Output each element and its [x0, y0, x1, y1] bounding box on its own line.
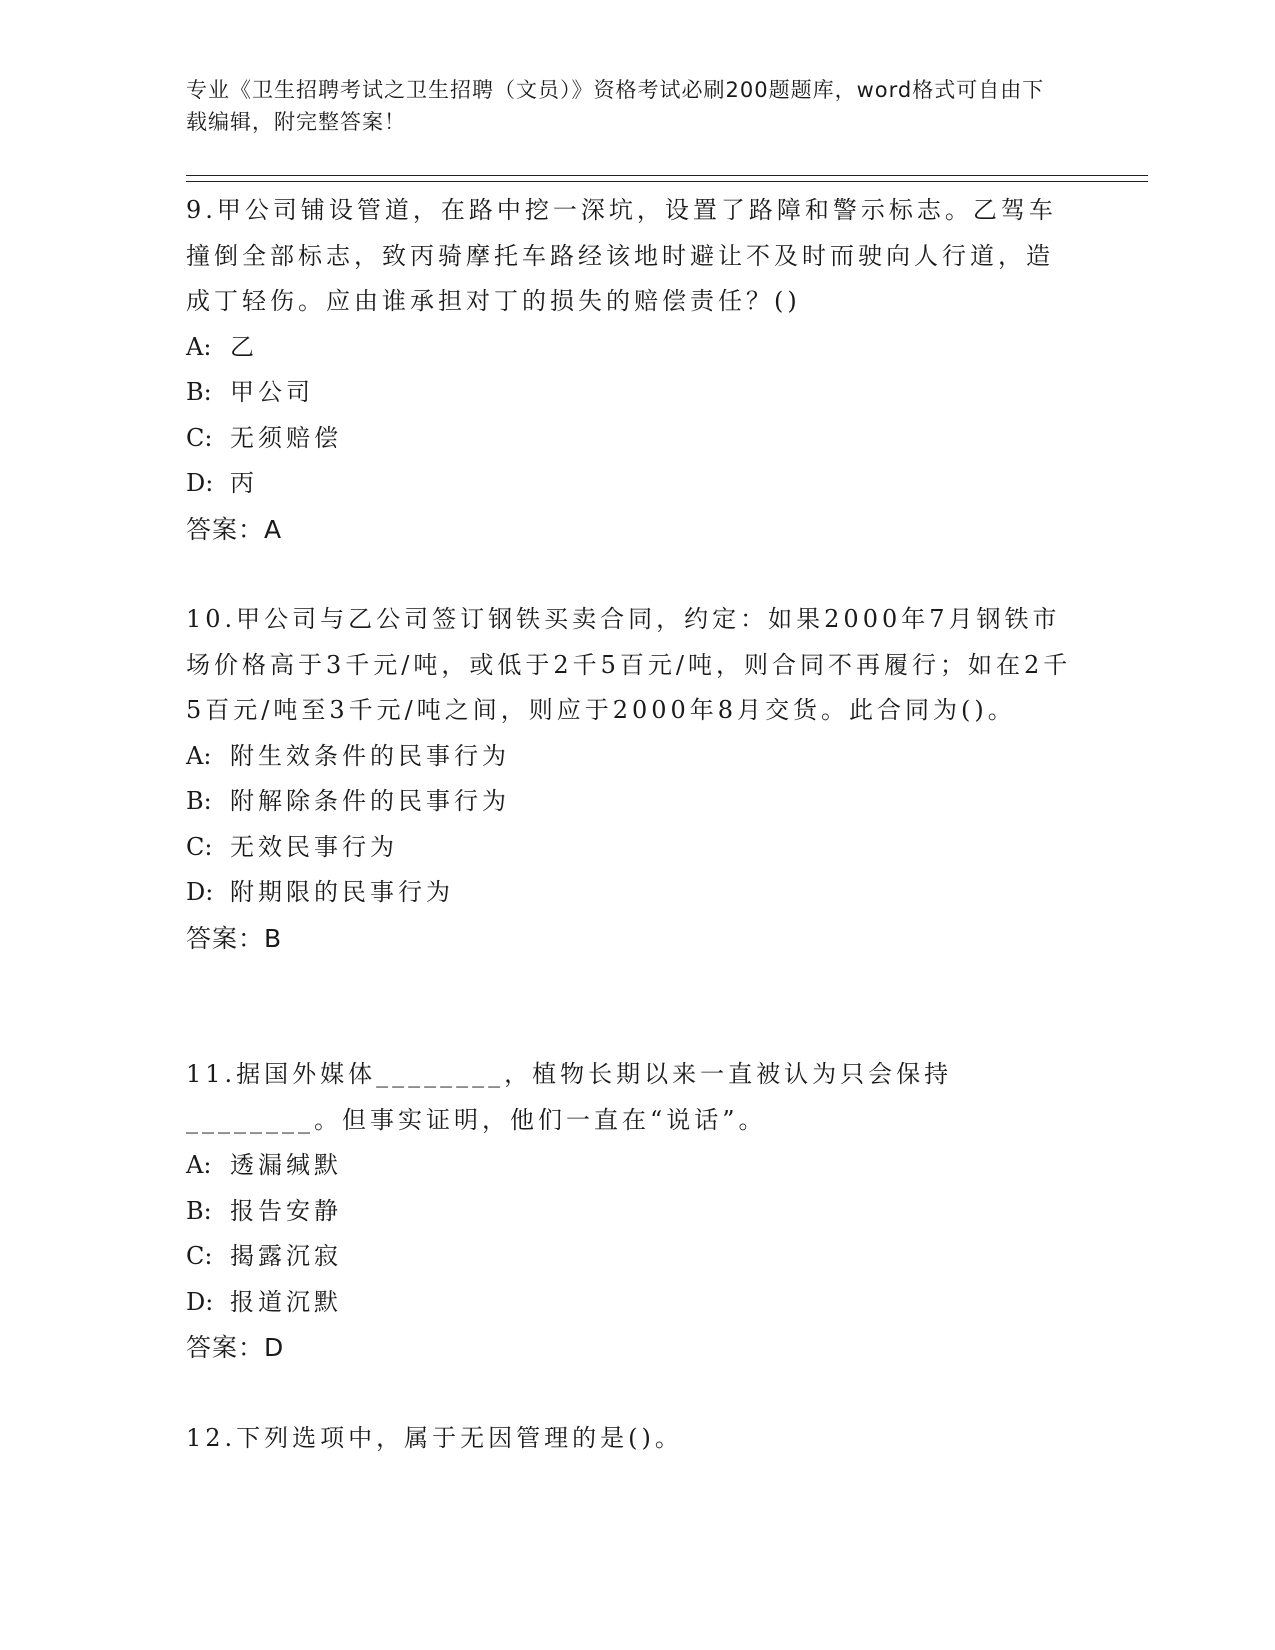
question-text: 12.下列选项中，属于无因管理的是()。	[186, 1424, 683, 1452]
option-b	[186, 779, 1076, 825]
option-text: 乙	[230, 332, 258, 361]
option-text: 附期限的民事行为	[230, 878, 454, 906]
header-divider-bottom	[186, 181, 1148, 182]
question-10	[186, 597, 1076, 961]
question-9	[186, 188, 1076, 552]
option-a	[186, 734, 1076, 780]
option-letter: A:	[186, 332, 212, 361]
option-letter: A:	[186, 741, 212, 770]
option-text: 附生效条件的民事行为	[230, 741, 510, 770]
option-text: 报告安静	[230, 1196, 342, 1225]
question-text: 11.据国外媒体________，植物长期以来一直被认为只会保持________。但事实证明，他们一直在“说话”。	[186, 1060, 953, 1134]
question-text: 10.甲公司与乙公司签订钢铁买卖合同，约定：如果2000年7月钢铁市场价格高于3千元/吨，或低于2千5百元/吨，则合同不再履行；如在2千5百元/吨至3千元/吨之间，则应于2000年8月交货。此合同为()。	[186, 605, 1072, 724]
document-header	[186, 74, 1066, 138]
option-text: 无效民事行为	[230, 832, 398, 861]
option-d	[186, 461, 1076, 507]
option-c	[186, 825, 1076, 871]
question-text: 9.甲公司铺设管道，在路中挖一深坑，设置了路障和警示标志。乙驾车撞倒全部标志，致丙骑摩托车路经该地时避让不及时而驶向人行道，造成丁轻伤。应由谁承担对丁的损失的赔偿责任？()	[186, 196, 1057, 315]
option-c	[186, 416, 1076, 462]
option-a	[186, 325, 1076, 371]
answer-line: 答案：B	[186, 923, 283, 953]
option-b	[186, 1189, 1076, 1235]
option-text: 无须赔偿	[230, 423, 342, 452]
option-letter: C:	[186, 832, 213, 861]
header-divider-top	[186, 175, 1148, 176]
option-letter: B:	[186, 1196, 212, 1225]
option-text: 揭露沉寂	[230, 1242, 342, 1270]
option-a	[186, 1143, 1076, 1189]
answer-line: 答案：D	[186, 1333, 285, 1362]
header-title: 专业《卫生招聘考试之卫生招聘（文员）》资格考试必刷200题题库，word格式可自由下载编辑，附完整答案！	[186, 78, 1045, 134]
option-letter: C:	[186, 1242, 213, 1270]
option-letter: B:	[186, 378, 212, 406]
option-text: 报道沉默	[230, 1287, 342, 1316]
option-text: 附解除条件的民事行为	[230, 787, 510, 815]
option-letter: D:	[186, 469, 214, 497]
option-d	[186, 1280, 1076, 1326]
option-letter: A:	[186, 1151, 212, 1179]
option-c	[186, 1234, 1076, 1280]
option-letter: B:	[186, 787, 212, 815]
option-letter: D:	[186, 878, 214, 906]
option-letter: D:	[186, 1287, 214, 1316]
option-text: 甲公司	[230, 378, 314, 406]
question-11	[186, 1052, 1076, 1371]
option-letter: C:	[186, 423, 213, 452]
question-12	[186, 1416, 1076, 1462]
option-text: 丙	[230, 469, 258, 497]
option-text: 透漏缄默	[230, 1151, 342, 1179]
answer-line: 答案：A	[186, 514, 283, 544]
option-b	[186, 370, 1076, 416]
option-d	[186, 870, 1076, 916]
